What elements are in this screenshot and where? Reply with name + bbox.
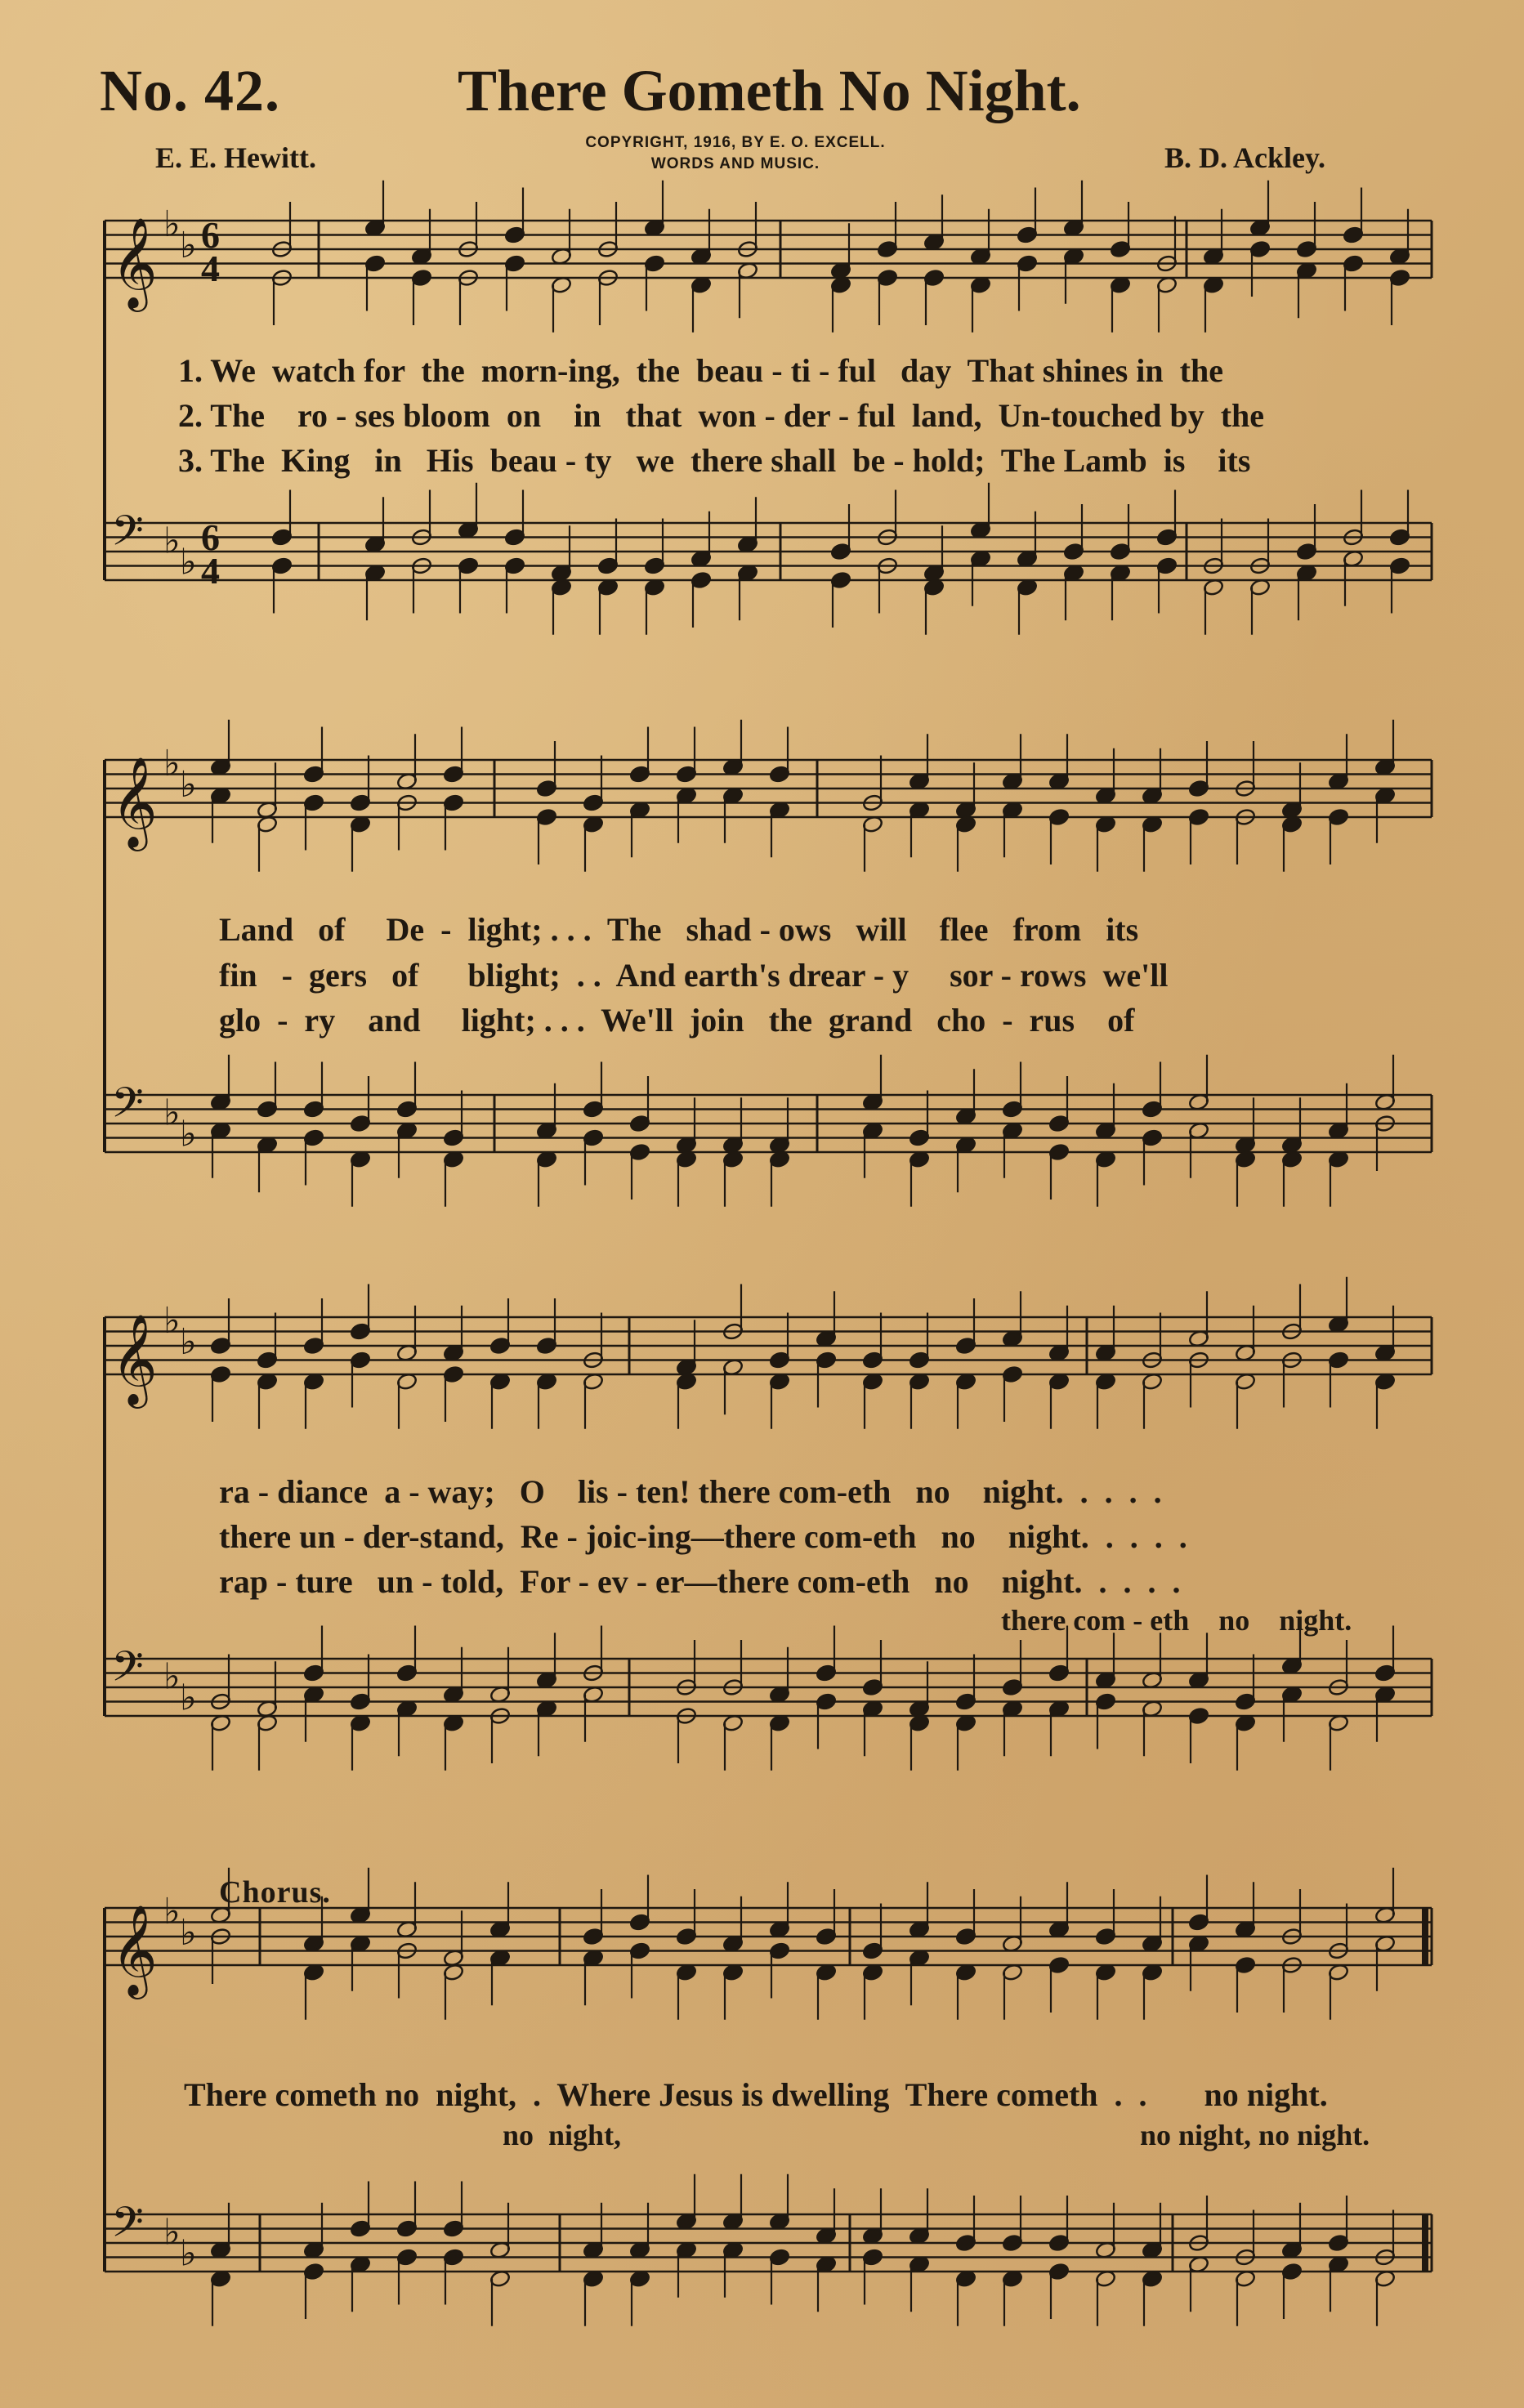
flat-sign: ♭	[163, 1299, 181, 1342]
bass-clef: 𝄢	[111, 2197, 144, 2257]
flat-sign: ♭	[180, 1113, 197, 1155]
hymn-composer: B. D. Ackley.	[1164, 141, 1326, 174]
flat-sign: ♭	[180, 225, 197, 266]
lyrics-s2-verse1: Land of De - light; . . . The shad - ows will flee from its	[219, 911, 1139, 948]
time-signature-bottom: 4	[201, 550, 220, 592]
lyrics-s2-verse2: fin - gers of blight; . . And earth's drear - y sor - rows we'll	[219, 957, 1169, 994]
lyrics-s3-alto-line: there com - eth no night.	[1001, 1604, 1352, 1637]
time-signature-top: 6	[201, 516, 220, 558]
flat-sign: ♭	[180, 541, 197, 583]
flat-sign: ♭	[180, 2232, 197, 2275]
flat-sign: ♭	[163, 1890, 181, 1932]
time-signature-bottom: 4	[201, 248, 220, 289]
lyrics-s1-verse1: 1. We watch for the morn-ing, the beau - ti - ful day That shines in the	[178, 352, 1223, 389]
flat-sign: ♭	[180, 1321, 197, 1363]
flat-sign: ♭	[163, 742, 181, 784]
hymn-author: E. E. Hewitt.	[155, 141, 316, 174]
copyright-line-2: WORDS AND MUSIC.	[650, 155, 820, 172]
treble-clef: 𝄞	[111, 217, 158, 308]
copyright-line-1: COPYRIGHT, 1916, BY E. O. EXCELL.	[585, 134, 886, 151]
chorus-lyrics-line1: There cometh no night, . Where Jesus is dwelling There cometh . . no night.	[184, 2076, 1328, 2113]
flat-sign: ♭	[163, 1092, 181, 1134]
flat-sign: ♭	[180, 764, 197, 806]
lyrics-s2-verse3: glo - ry and light; . . . We'll join the grand cho - rus of	[219, 1002, 1135, 1039]
treble-clef: 𝄞	[111, 1904, 158, 1995]
flat-sign: ♭	[180, 1912, 197, 1954]
flat-sign: ♭	[163, 520, 181, 562]
bass-clef: 𝄢	[111, 1078, 144, 1137]
chorus-lyrics-line2-right: no night, no night.	[1140, 2119, 1370, 2151]
lyrics-s1-verse3: 3. The King in His beau - ty we there shall be - hold; The Lamb is its	[178, 442, 1251, 479]
hymn-number: No. 42.	[100, 58, 280, 123]
lyrics-s3-verse3: rap - ture un - told, For - ev - er—there com-eth no night. . . . .	[219, 1563, 1181, 1600]
lyrics-s3-verse2: there un - der-stand, Re - joic-ing—there com-eth no night. . . . .	[219, 1518, 1187, 1555]
flat-sign: ♭	[163, 2211, 181, 2254]
flat-sign: ♭	[163, 1655, 181, 1698]
flat-sign: ♭	[180, 1677, 197, 1719]
lyrics-s3-verse1: ra - diance a - way; O lis - ten! there com-eth no night. . . . .	[219, 1473, 1162, 1510]
treble-clef: 𝄞	[111, 1313, 158, 1405]
bass-clef: 𝄢	[111, 506, 144, 565]
treble-clef: 𝄞	[111, 756, 158, 847]
flat-sign: ♭	[163, 203, 181, 245]
time-signature-top: 6	[201, 214, 220, 256]
hymn-title: There Gometh No Night.	[458, 58, 1081, 123]
chorus-label: Chorus.	[219, 1875, 331, 1910]
lyrics-s1-verse2: 2. The ro - ses bloom on in that won - der - ful land, Un-touched by the	[178, 397, 1265, 434]
chorus-lyrics-line2-left: no night,	[503, 2119, 622, 2151]
bass-clef: 𝄢	[111, 1642, 144, 1701]
